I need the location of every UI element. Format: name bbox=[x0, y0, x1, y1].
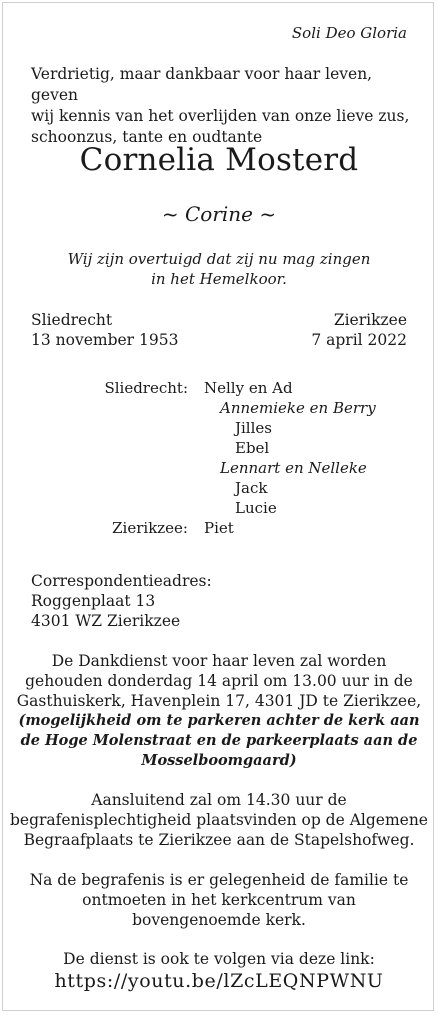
death-info bbox=[311, 310, 407, 350]
family-group-label: Sliedrecht: bbox=[104, 379, 188, 397]
death-place: Zierikzee bbox=[333, 311, 407, 329]
family-member: Annemieke en Berry bbox=[220, 399, 376, 417]
service-line: Gasthuiskerk, Havenplein 17, 4301 JD te Zierikzee, bbox=[16, 692, 422, 710]
meeting-line: Na de begrafenis is er gelegenheid de familie te bbox=[29, 871, 409, 889]
correspondence-heading: Correspondentieadres: bbox=[31, 572, 212, 590]
death-date: 7 april 2022 bbox=[311, 331, 407, 349]
burial-line: Aansluitend zal om 14.30 uur de bbox=[91, 791, 347, 809]
parking-line: de Hoge Molenstraat en de parkeerplaats aan de bbox=[20, 732, 418, 749]
meeting-info bbox=[0, 870, 438, 930]
intro-line: schoonzus, tante en oudtante bbox=[31, 128, 263, 146]
stream-text: De dienst is ook te volgen via deze link: bbox=[63, 950, 375, 968]
service-line: gehouden donderdag 14 april om 13.00 uur in de bbox=[25, 672, 413, 690]
parking-line: Mosselboomgaard) bbox=[141, 752, 297, 769]
family-member: Lennart en Nelleke bbox=[220, 459, 367, 477]
correspondence-address bbox=[31, 571, 212, 631]
meeting-line: ontmoeten in het kerkcentrum van bbox=[82, 891, 356, 909]
parking-line: (mogelijkheid om te parkeren achter de kerk aan bbox=[18, 712, 420, 729]
deceased-name: Cornelia Mosterd bbox=[79, 142, 359, 178]
family-group-label: Zierikzee: bbox=[112, 519, 188, 537]
meeting-line: bovengenoemde kerk. bbox=[132, 911, 306, 929]
birth-date: 13 november 1953 bbox=[31, 331, 179, 349]
burial-line: begrafenisplechtigheid plaatsvinden op de Algemene bbox=[10, 811, 428, 829]
family-member: Ebel bbox=[235, 439, 270, 457]
birth-info bbox=[31, 310, 178, 350]
nickname: ~ Corine ~ bbox=[161, 202, 277, 226]
family-member: Nelly en Ad bbox=[204, 379, 293, 397]
family-member: Piet bbox=[204, 519, 234, 537]
verse bbox=[0, 249, 438, 289]
service-info bbox=[0, 651, 438, 771]
verse-line: in het Hemelkoor. bbox=[151, 270, 287, 288]
intro-line: Verdrietig, maar dankbaar voor haar leven, geven bbox=[31, 65, 373, 104]
family-member: Lucie bbox=[235, 499, 277, 517]
burial-line: Begraafplaats te Zierikzee aan de Stapelshofweg. bbox=[23, 831, 415, 849]
verse-line: Wij zijn overtuigd dat zij nu mag zingen bbox=[67, 250, 371, 268]
correspondence-postal-city: 4301 WZ Zierikzee bbox=[31, 612, 181, 630]
correspondence-street: Roggenplaat 13 bbox=[31, 592, 156, 610]
intro-text bbox=[31, 64, 411, 148]
family-member: Jilles bbox=[235, 419, 272, 437]
birth-place: Sliedrecht bbox=[31, 311, 113, 329]
family-member: Jack bbox=[235, 479, 268, 497]
intro-line: wij kennis van het overlijden van onze lieve zus, bbox=[31, 107, 410, 125]
stream-link[interactable]: https://youtu.be/lZcLEQNPWNU bbox=[54, 970, 384, 992]
motto: Soli Deo Gloria bbox=[291, 24, 407, 42]
burial-info bbox=[0, 790, 438, 850]
stream-info bbox=[0, 949, 438, 993]
service-line: De Dankdienst voor haar leven zal worden bbox=[51, 652, 387, 670]
